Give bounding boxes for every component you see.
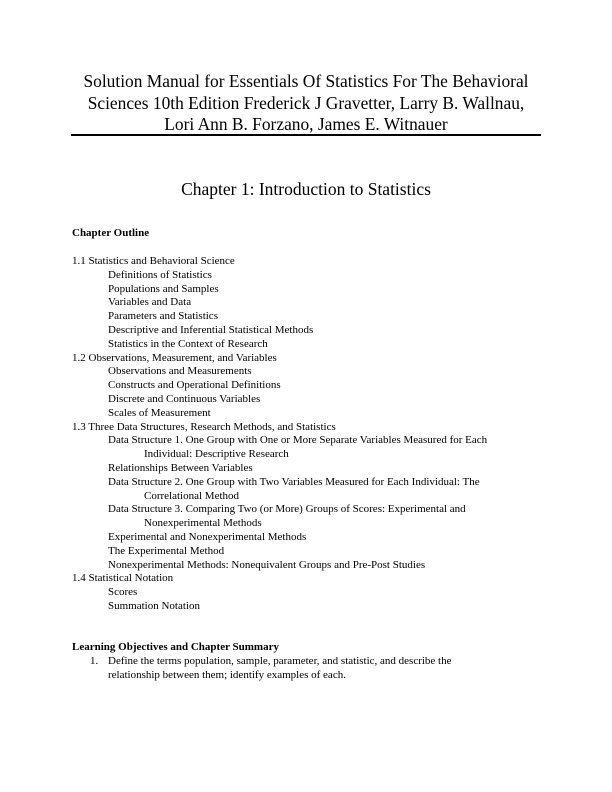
objective-text-line: Define the terms population, sample, parameter, and statistic, and describe the	[108, 655, 452, 667]
outline-section-1-1: 1.1 Statistics and Behavioral Science	[72, 255, 235, 267]
title-line-2: Sciences 10th Edition Frederick J Gravetter, Larry B. Wallnau,	[87, 92, 525, 113]
outline-item-line: Correlational Method	[144, 489, 240, 502]
objective-text-line: relationship between them; identify examples of each.	[108, 668, 346, 681]
outline-item: Scores	[108, 586, 138, 599]
outline-item: Constructs and Operational Definitions	[108, 379, 281, 392]
outline-item	[72, 434, 552, 462]
outline-item: Definitions of Statistics	[108, 268, 212, 281]
learning-objectives-list	[72, 655, 542, 683]
chapter-heading: Chapter 1: Introduction to Statistics	[181, 179, 431, 199]
outline-item-line: Data Structure 3. Comparing Two (or More) Groups of Scores: Experimental and	[108, 503, 466, 516]
title-line-1: Solution Manual for Essentials Of Statistics For The Behavioral	[83, 71, 529, 91]
outline-item: Statistics in the Context of Research	[108, 337, 268, 350]
outline-item-line: Nonexperimental Methods	[144, 517, 262, 530]
outline-item: Populations and Samples	[108, 282, 219, 295]
outline-item: Parameters and Statistics	[108, 310, 218, 323]
title-divider	[71, 134, 541, 136]
outline-item-line: Data Structure 2. One Group with Two Variables Measured for Each Individual: The	[108, 475, 480, 488]
chapter-outline-heading: Chapter Outline	[72, 227, 150, 239]
outline-item: Summation Notation	[108, 599, 200, 612]
outline-item: Experimental and Nonexperimental Methods	[108, 530, 307, 543]
document-title	[62, 71, 550, 136]
outline-item: Observations and Measurements	[108, 365, 252, 378]
outline-item: Relationships Between Variables	[108, 461, 253, 474]
outline-item: Scales of Measurement	[108, 406, 211, 419]
outline-item: Nonexperimental Methods: Nonequivalent Groups and Pre-Post Studies	[108, 558, 426, 571]
objective-number: 1.	[90, 655, 99, 667]
outline-item-line: Data Structure 1. One Group with One or More Separate Variables Measured for Each	[108, 434, 488, 447]
outline-item-line: Individual: Descriptive Research	[144, 448, 289, 461]
outline-section-1-3: 1.3 Three Data Structures, Research Methods, and Statistics	[72, 420, 336, 433]
outline-item: Variables and Data	[108, 296, 192, 309]
outline-item: Discrete and Continuous Variables	[108, 392, 261, 405]
outline-item	[72, 476, 552, 504]
objective-item	[72, 655, 542, 683]
outline-item	[72, 503, 552, 531]
learning-objectives-heading: Learning Objectives and Chapter Summary	[72, 641, 279, 653]
title-line-3: Lori Ann B. Forzano, James E. Witnauer	[164, 114, 448, 134]
outline-section-1-4: 1.4 Statistical Notation	[72, 572, 174, 585]
outline-section-1-2: 1.2 Observations, Measurement, and Variables	[72, 351, 277, 364]
chapter-outline	[72, 255, 552, 614]
outline-item: Descriptive and Inferential Statistical Methods	[108, 323, 314, 336]
outline-item: The Experimental Method	[108, 544, 225, 557]
